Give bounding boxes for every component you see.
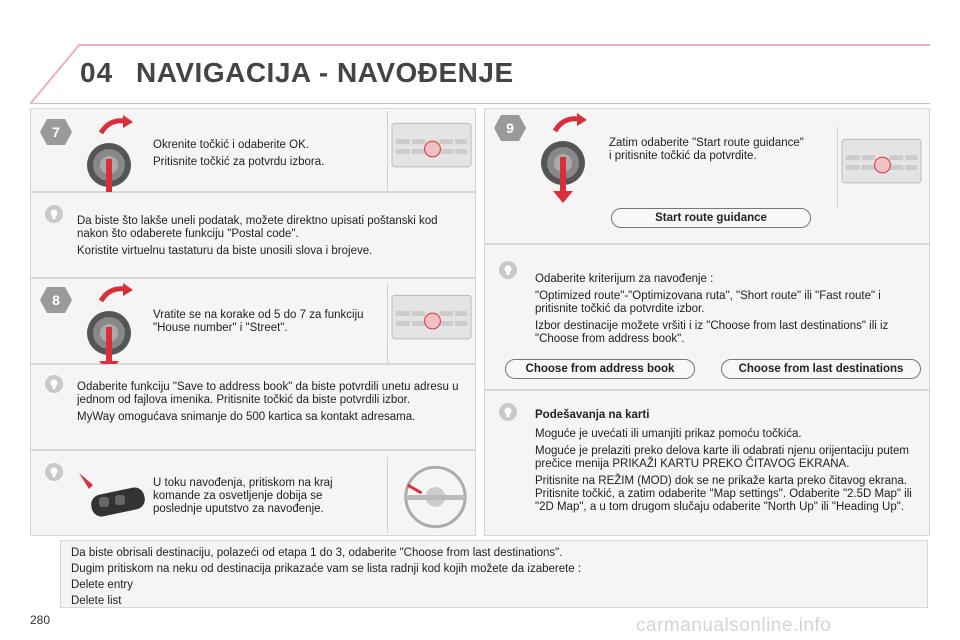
bottom-info-panel [60,540,928,608]
step-9-panel [484,108,930,244]
save-tip-panel [30,364,476,450]
step-7-panel [30,108,476,192]
page-title: NAVIGACIJA - NAVOĐENJE [136,57,514,88]
page-number: 280 [30,613,51,627]
step-number: 8 [52,292,60,308]
postal-tip-panel [30,192,476,278]
postal-tip-text: Da biste što lakše uneli podatak, možete direktno upisati poštanski kod nakon što odaberete funkciju "Postal code". Koristite virtuelnu tastaturu da biste unosili slova i brojeve. [77,215,438,257]
delete-entry-label: Delete entry [71,579,134,591]
light-stalk-icon [73,471,147,521]
step-9-text: Zatim odaberite "Start route guidance" i pritisnite točkić da potvrdite. [609,137,804,162]
stalk-tip-text: U toku navođenja, pritiskom na kraj komande za osvetljenje dobija se poslednje uputstvo za navođenje. [153,477,333,515]
choose-from-last-destinations-button[interactable]: Choose from last destinations [721,359,921,379]
lightbulb-icon [497,401,519,423]
stalk-tip-panel [30,450,476,536]
header-underline [30,103,930,104]
map-settings-heading: Podešavanja na karti [535,409,650,421]
save-tip-text: Odaberite funkciju "Save to address book" da biste potvrdili unetu adresu u jednom od fajlova imenika. Pritisnite točkić da biste potvrdili izbor. MyWay omogućava snimanje do 500 kartica sa kontakt adresama. [77,381,459,423]
step-7-text: Okrenite točkić i odaberite OK. Pritisnite točkić za potvrdu izbora. [153,139,325,168]
lightbulb-icon [43,373,65,395]
choose-from-address-book-button[interactable]: Choose from address book [505,359,695,379]
lightbulb-icon [497,259,519,281]
watermark: carmanualsonline.info [636,615,832,636]
start-route-guidance-button[interactable]: Start route guidance [611,208,811,228]
criteria-tip-text: Odaberite kriterijum za navođenje : "Optimized route"-"Optimizovana ruta", "Short route" ili "Fast route" i pritisnite točkić da potvrdite izbor. Izbor destinacije možete vršiti i iz "Choose from last destinations" ili iz "Choose from address book". [535,273,889,345]
lightbulb-icon [43,461,65,483]
step-8-panel [30,278,476,364]
control-panel-thumbnail-icon [387,111,475,191]
lightbulb-icon [43,203,65,225]
step-number: 7 [52,124,60,140]
header-rule [80,44,930,46]
criteria-tip-panel [484,244,930,390]
control-panel-thumbnail-icon [837,127,925,207]
map-settings-text: Podešavanja na karti Moguće je uvećati ili umanjiti prikaz pomoću točkića. Moguće je prelaziti preko delova karte ili odabrati njenu orijentaciju putem prečice menija PRIKAŽI KARTU PREKO ČITAVOG EKRANA. Pritisnite na REŽIM (MOD) dok se ne prikaže karta preko čitavog ekrana. Pritisnite točkić, a zatim odaberite "Map settings". Odaberite "2.5D Map" ili "2D Map", a u tom drugom slučaju odaberite "North Up" ili "Heading Up". [535,409,927,518]
step-8-text: Vratite se na korake od 5 do 7 za funkciju "House number" i "Street". [153,309,364,334]
chapter-number: 04 [80,57,114,88]
bottom-info-text: Da biste obrisali destinaciju, polazeći od etapa 1 do 3, odaberite "Choose from last destinations". Dugim pritiskom na neku od destinacija prikazaće vam se lista radnji kod kojih možete da izaberete : Delete entry Delete list [71,546,911,608]
delete-list-label: Delete list [71,595,122,607]
step-number: 9 [506,120,514,136]
steering-wheel-icon [387,457,475,533]
map-settings-panel [484,390,930,536]
control-panel-thumbnail-icon [387,283,475,363]
